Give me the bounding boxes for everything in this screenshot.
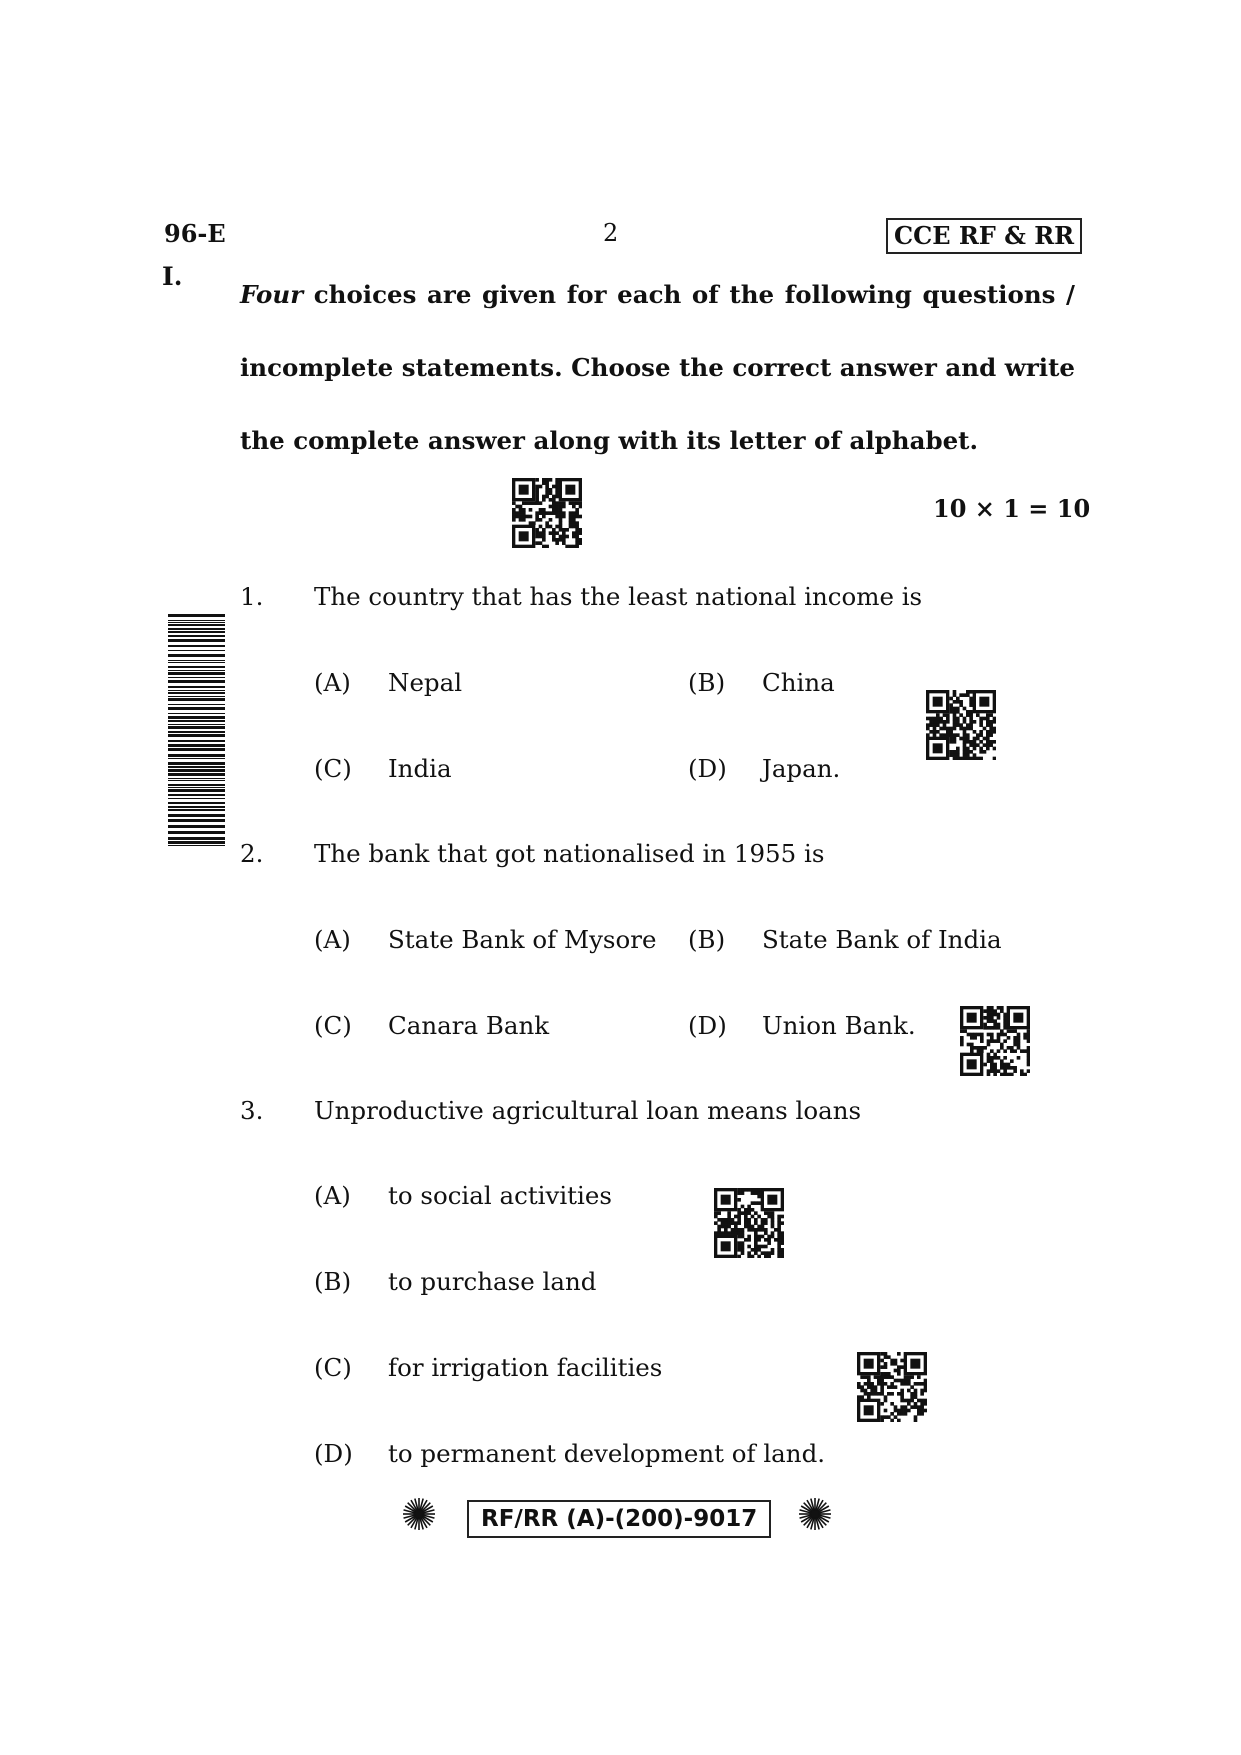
qr-code-icon	[512, 478, 582, 548]
q3-option-c-text: for irrigation facilities	[388, 1353, 663, 1382]
q3-option-b-text: to purchase land	[388, 1267, 597, 1296]
barcode-icon	[168, 614, 225, 848]
q3-option-a-letter: (A)	[314, 1181, 351, 1210]
q2-option-c-text: Canara Bank	[388, 1011, 550, 1040]
q2-option-d-letter: (D)	[688, 1011, 727, 1040]
q2-option-d-text: Union Bank.	[762, 1011, 916, 1040]
q1-option-c-letter: (C)	[314, 754, 352, 783]
q3-option-d-text: to permanent development of land.	[388, 1439, 826, 1468]
instruction-rest: choices are given for each of the following questions / incomplete statements. Choose the correct answer and write the complete answer along with its letter of alphabet.	[240, 280, 1075, 455]
question-1-text: The country that has the least national income is	[314, 582, 923, 611]
qr-code-icon	[926, 690, 996, 760]
q1-option-b-letter: (B)	[688, 668, 726, 697]
exam-label: CCE RF & RR	[886, 218, 1082, 254]
q3-option-c-letter: (C)	[314, 1353, 352, 1382]
q1-option-d-letter: (D)	[688, 754, 727, 783]
q1-option-b-text: China	[762, 668, 835, 697]
question-2-text: The bank that got nationalised in 1955 is	[314, 839, 825, 868]
q1-option-d-text: Japan.	[762, 754, 841, 783]
section-instruction	[240, 258, 1075, 477]
page-number: 2	[603, 219, 619, 247]
q2-option-b-text: State Bank of India	[762, 925, 1002, 954]
qr-code-icon	[857, 1352, 927, 1422]
question-1-number: 1.	[240, 582, 264, 611]
q1-option-a-text: Nepal	[388, 668, 463, 697]
question-2-number: 2.	[240, 839, 264, 868]
question-3-text: Unproductive agricultural loan means loans	[314, 1096, 862, 1125]
question-3-number: 3.	[240, 1096, 264, 1125]
qr-code-icon	[960, 1006, 1030, 1076]
paper-code: 96-E	[164, 219, 226, 248]
section-number: I.	[162, 262, 183, 291]
q2-option-b-letter: (B)	[688, 925, 726, 954]
q1-option-c-text: India	[388, 754, 452, 783]
q3-option-b-letter: (B)	[314, 1267, 352, 1296]
q3-option-d-letter: (D)	[314, 1439, 353, 1468]
q2-option-a-letter: (A)	[314, 925, 351, 954]
q1-option-a-letter: (A)	[314, 668, 351, 697]
sunburst-icon	[402, 1497, 436, 1531]
instruction-lead: Four	[240, 280, 304, 309]
q2-option-c-letter: (C)	[314, 1011, 352, 1040]
marks-allotment: 10 × 1 = 10	[933, 494, 1091, 523]
sunburst-icon	[798, 1497, 832, 1531]
q2-option-a-text: State Bank of Mysore	[388, 925, 657, 954]
qr-code-icon	[714, 1188, 784, 1258]
q3-option-a-text: to social activities	[388, 1181, 612, 1210]
footer-code: RF/RR (A)-(200)-9017	[467, 1500, 771, 1538]
